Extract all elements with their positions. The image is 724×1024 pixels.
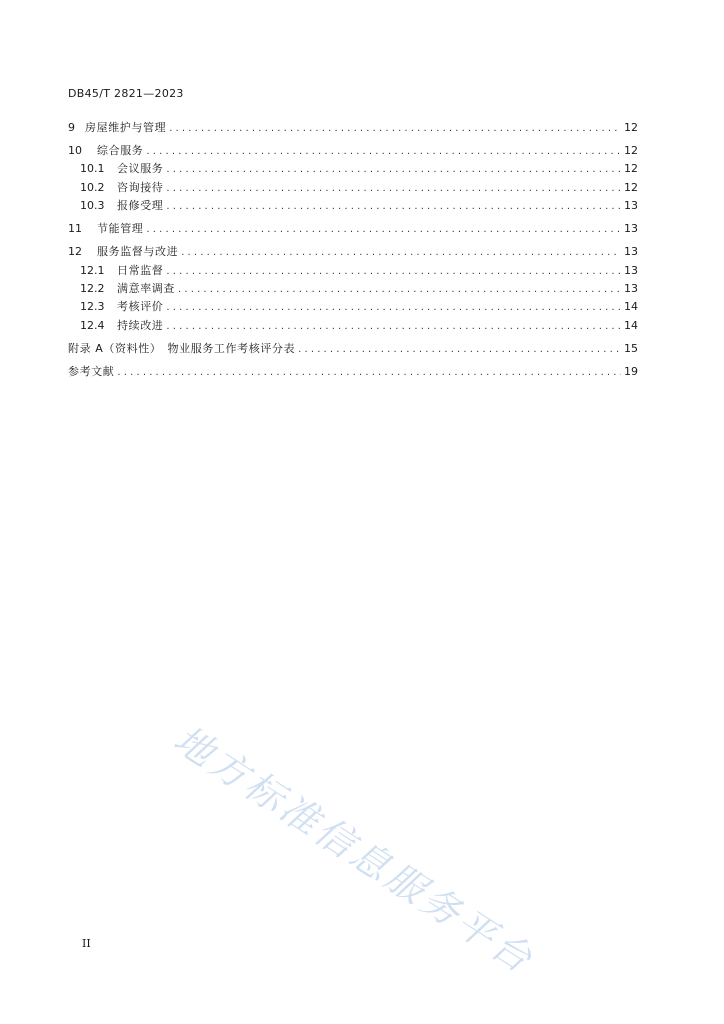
toc-entry-number: 12.2 <box>80 281 105 295</box>
toc-subentry[interactable] <box>68 160 638 178</box>
dot-leader <box>181 244 621 262</box>
toc-entry-page: 19 <box>624 364 638 378</box>
page-number: II <box>82 937 91 950</box>
toc-subentry[interactable] <box>68 317 638 335</box>
toc-entry-title: 考核评价 <box>117 300 164 314</box>
toc-entry-page: 14 <box>624 300 638 314</box>
toc-entry-page: 12 <box>624 143 638 157</box>
toc-entry-title: 附录 A（资料性） 物业服务工作考核评分表 <box>68 341 296 355</box>
toc-entry[interactable] <box>68 142 638 160</box>
toc-entry-title: 服务监督与改进 <box>97 245 179 259</box>
watermark: 地方标准信息服务平台 <box>166 716 543 983</box>
toc-subentry[interactable] <box>68 179 638 197</box>
toc-subentry[interactable] <box>68 280 638 298</box>
toc-entry-title: 持续改进 <box>117 318 164 332</box>
table-of-contents <box>68 119 638 381</box>
dot-leader <box>166 198 621 216</box>
toc-entry-number: 10 <box>68 143 82 157</box>
toc-entry-title: 房屋维护与管理 <box>85 121 167 134</box>
document-code: DB45/T 2821—2023 <box>68 87 184 100</box>
toc-entry-number: 12.4 <box>80 318 105 332</box>
dot-leader <box>166 263 621 281</box>
dot-leader <box>166 318 621 336</box>
toc-entry-page: 13 <box>624 199 638 213</box>
dot-leader <box>146 143 621 161</box>
toc-entry-title: 节能管理 <box>97 222 144 236</box>
toc-entry[interactable] <box>68 119 638 137</box>
toc-entry-number: 12 <box>68 245 82 259</box>
toc-entry-page: 13 <box>624 281 638 295</box>
dot-leader <box>166 299 621 317</box>
toc-entry-number: 11 <box>68 222 82 236</box>
toc-entry-page: 12 <box>624 180 638 194</box>
toc-entry-title: 会议服务 <box>117 162 164 176</box>
toc-subentry[interactable] <box>68 262 638 280</box>
toc-entry-title: 咨询接待 <box>117 180 164 194</box>
toc-entry-page: 13 <box>624 222 638 236</box>
toc-entry-title: 报修受理 <box>117 199 164 213</box>
toc-entry-title: 日常监督 <box>117 263 164 277</box>
toc-entry-title: 参考文献 <box>68 364 115 378</box>
toc-entry-number: 10.3 <box>80 199 105 213</box>
toc-entry[interactable] <box>68 220 638 238</box>
toc-subentry[interactable] <box>68 298 638 316</box>
toc-entry-references[interactable] <box>68 363 638 381</box>
toc-entry-title: 综合服务 <box>97 143 144 157</box>
toc-entry-page: 13 <box>624 245 638 259</box>
toc-entry-number: 10.1 <box>80 162 105 176</box>
toc-entry-page: 12 <box>624 162 638 176</box>
toc-entry-number: 12.1 <box>80 263 105 277</box>
toc-entry-page: 12 <box>624 121 638 134</box>
dot-leader <box>166 161 621 179</box>
toc-entry-page: 14 <box>624 318 638 332</box>
toc-entry[interactable] <box>68 243 638 261</box>
dot-leader <box>117 364 621 382</box>
toc-entry-page: 15 <box>624 341 638 355</box>
dot-leader <box>166 180 621 198</box>
toc-entry-appendix[interactable] <box>68 340 638 358</box>
toc-entry-number: 9 <box>68 121 75 134</box>
dot-leader <box>298 341 621 359</box>
dot-leader <box>146 221 621 239</box>
toc-entry-number: 10.2 <box>80 180 105 194</box>
toc-entry-number: 12.3 <box>80 300 105 314</box>
toc-entry-title: 满意率调查 <box>117 281 175 295</box>
dot-leader <box>178 281 621 299</box>
dot-leader <box>169 120 621 138</box>
toc-entry-page: 13 <box>624 263 638 277</box>
toc-subentry[interactable] <box>68 197 638 215</box>
